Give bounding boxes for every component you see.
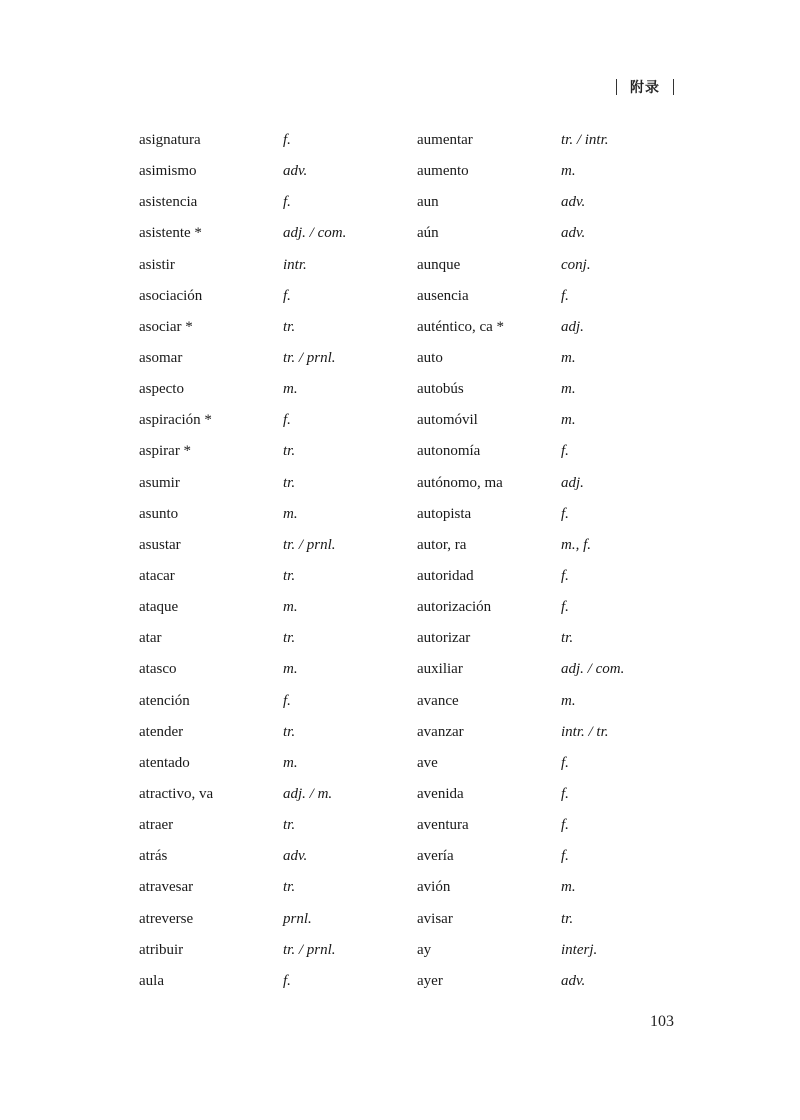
page-number: 103 (650, 1013, 674, 1030)
entry-part-of-speech: tr. (561, 630, 574, 647)
vocabulary-entry (417, 654, 687, 685)
vocabulary-entry (139, 530, 409, 561)
entry-word: aspecto (139, 381, 184, 398)
vocabulary-entry (139, 904, 409, 935)
entry-word: asustar (139, 536, 181, 553)
vocabulary-entry (139, 405, 409, 436)
entry-word: ayer (417, 972, 443, 989)
vocabulary-entry (139, 592, 409, 623)
vocabulary-entry (417, 966, 687, 997)
entry-part-of-speech: f. (283, 412, 291, 429)
entry-word: automóvil (417, 412, 478, 429)
entry-word: aspirar * (139, 443, 192, 460)
vocabulary-entry (417, 623, 687, 654)
entry-word: asociar * (139, 318, 193, 335)
entry-word: asumir (139, 474, 180, 491)
entry-part-of-speech: m. (561, 163, 576, 180)
entry-part-of-speech: tr. / prnl. (283, 349, 336, 366)
vocabulary-entry (139, 312, 409, 343)
vocabulary-entry (417, 717, 687, 748)
vocabulary-entry (139, 841, 409, 872)
entry-word: auxiliar (417, 661, 463, 678)
vocabulary-entry (139, 156, 409, 187)
entry-word: autorizar (417, 630, 471, 647)
entry-part-of-speech: f. (283, 194, 291, 211)
entry-part-of-speech: m. (561, 412, 576, 429)
entry-part-of-speech: tr. / prnl. (283, 536, 336, 553)
entry-part-of-speech: f. (283, 132, 291, 148)
entry-word: avisar (417, 910, 453, 927)
entry-word: aspiración * (139, 412, 212, 429)
entry-word: auténtico, ca * (417, 318, 505, 335)
entry-word: asociación (139, 287, 203, 304)
entry-word: autónomo, ma (417, 474, 503, 491)
entry-part-of-speech: f. (561, 848, 569, 865)
entry-part-of-speech: tr. (283, 817, 296, 834)
section-title: 附录 (630, 80, 660, 96)
vocabulary-entry (139, 218, 409, 249)
entry-word: avenida (417, 785, 464, 802)
entry-word: atraer (139, 817, 174, 834)
entry-part-of-speech: adj. / com. (283, 225, 347, 242)
entry-part-of-speech: tr. (283, 318, 296, 335)
vocabulary-entry (139, 623, 409, 654)
entry-word: atasco (139, 661, 177, 678)
entry-part-of-speech: interj. (561, 941, 598, 958)
entry-part-of-speech: m. (283, 754, 298, 771)
vocabulary-entry (139, 187, 409, 218)
entry-word: atar (139, 630, 162, 647)
entry-part-of-speech: f. (283, 972, 291, 989)
entry-part-of-speech: m. (283, 661, 298, 678)
entry-word: asignatura (139, 132, 201, 148)
entry-part-of-speech: adv. (561, 225, 586, 242)
vocabulary-entry (139, 250, 409, 281)
entry-part-of-speech: m. (561, 381, 576, 398)
entry-word: avería (417, 848, 454, 865)
vocabulary-entry (139, 436, 409, 467)
entry-word: asistencia (139, 194, 198, 211)
entry-word: autonomía (417, 443, 481, 460)
vocabulary-entry (139, 966, 409, 997)
vocabulary-entry (417, 281, 687, 312)
vocabulary-entry (417, 156, 687, 187)
entry-word: atravesar (139, 879, 194, 896)
entry-word: atreverse (139, 910, 194, 927)
entry-word: aún (417, 225, 439, 242)
vocabulary-entry (139, 717, 409, 748)
entry-word: autoridad (417, 567, 474, 584)
vocabulary-entry (417, 592, 687, 623)
vocabulary-entry (417, 686, 687, 717)
vocabulary-entry (417, 841, 687, 872)
entry-part-of-speech: adj. (561, 318, 584, 335)
vocabulary-entry (417, 374, 687, 405)
vocabulary-entry (417, 748, 687, 779)
entry-word: atacar (139, 567, 175, 584)
vocabulary-entry (417, 810, 687, 841)
entry-part-of-speech: f. (283, 287, 291, 304)
entry-word: atractivo, va (139, 785, 214, 802)
entry-part-of-speech: adj. / m. (283, 785, 333, 802)
vocabulary-entry (417, 187, 687, 218)
vocabulary-entry (417, 312, 687, 343)
entry-part-of-speech: m. (561, 692, 576, 709)
entry-part-of-speech: tr. (283, 474, 296, 491)
vocabulary-entry (139, 343, 409, 374)
entry-word: ay (417, 941, 432, 958)
vocabulary-entry (139, 499, 409, 530)
entry-part-of-speech: intr. / tr. (561, 723, 609, 740)
entry-part-of-speech: tr. / prnl. (283, 941, 336, 958)
vocabulary-entry (139, 779, 409, 810)
vocabulary-entry (417, 872, 687, 903)
vocabulary-entry (417, 125, 687, 156)
vocabulary-entry (139, 561, 409, 592)
entry-part-of-speech: m. (561, 349, 576, 366)
entry-part-of-speech: conj. (561, 256, 591, 273)
entry-word: ave (417, 754, 438, 771)
entry-word: atentado (139, 754, 190, 771)
entry-word: aula (139, 972, 164, 989)
entry-part-of-speech: f. (561, 754, 569, 771)
entry-part-of-speech: prnl. (283, 910, 312, 927)
entry-word: asimismo (139, 163, 197, 180)
entry-word: autobús (417, 381, 464, 398)
vocabulary-entry (417, 530, 687, 561)
vocabulary-entry (139, 281, 409, 312)
entry-part-of-speech: tr. (283, 630, 296, 647)
entry-part-of-speech: adj. / com. (561, 661, 625, 678)
entry-word: auto (417, 349, 443, 366)
vocabulary-entry (417, 218, 687, 249)
entry-part-of-speech: f. (561, 785, 569, 802)
entry-part-of-speech: tr. (561, 910, 574, 927)
vocabulary-entry (417, 499, 687, 530)
vocabulary-entry (139, 872, 409, 903)
entry-word: aventura (417, 817, 469, 834)
vocabulary-entry (417, 405, 687, 436)
vocabulary-entry (139, 810, 409, 841)
entry-word: asomar (139, 349, 183, 366)
entry-part-of-speech: tr. / intr. (561, 132, 609, 148)
entry-word: asistir (139, 256, 175, 273)
entry-word: asunto (139, 505, 179, 522)
entry-part-of-speech: adj. (561, 474, 584, 491)
entry-word: aun (417, 194, 439, 211)
entry-part-of-speech: m., f. (561, 536, 591, 553)
vocabulary-entry (139, 935, 409, 966)
vocabulary-entry (139, 654, 409, 685)
vocabulary-entry (139, 468, 409, 499)
entry-part-of-speech: m. (561, 879, 576, 896)
entry-part-of-speech: tr. (283, 879, 296, 896)
entry-word: ausencia (417, 287, 469, 304)
entry-part-of-speech: f. (561, 287, 569, 304)
vocabulary-entry (417, 779, 687, 810)
entry-word: aumentar (417, 132, 473, 148)
entry-part-of-speech: f. (561, 817, 569, 834)
entry-word: autorización (417, 599, 492, 616)
entry-word: autor, ra (417, 536, 467, 553)
entry-word: avance (417, 692, 459, 709)
entry-part-of-speech: adv. (561, 972, 586, 989)
entry-word: ataque (139, 599, 179, 616)
vocabulary-entry (139, 374, 409, 405)
vocabulary-column-left (139, 125, 409, 997)
entry-word: aunque (417, 256, 461, 273)
entry-word: autopista (417, 505, 472, 522)
vocabulary-entry (417, 343, 687, 374)
entry-part-of-speech: m. (283, 505, 298, 522)
entry-part-of-speech: tr. (283, 443, 296, 460)
entry-part-of-speech: f. (561, 599, 569, 616)
entry-part-of-speech: f. (283, 692, 291, 709)
vocabulary-entry (417, 468, 687, 499)
entry-part-of-speech: adv. (283, 848, 308, 865)
running-header (616, 76, 674, 98)
vocabulary-entry (417, 436, 687, 467)
entry-part-of-speech: intr. (283, 256, 307, 273)
vocabulary-entry (417, 561, 687, 592)
vocabulary-entry (139, 125, 409, 156)
entry-part-of-speech: f. (561, 443, 569, 460)
entry-word: avión (417, 879, 451, 896)
entry-part-of-speech: adv. (283, 163, 308, 180)
entry-word: avanzar (417, 723, 464, 740)
entry-part-of-speech: tr. (283, 723, 296, 740)
vocabulary-entry (417, 250, 687, 281)
vocabulary-entry (139, 748, 409, 779)
entry-word: atribuir (139, 941, 184, 958)
header-divider-right (673, 79, 674, 95)
header-divider-left (616, 79, 617, 95)
entry-part-of-speech: m. (283, 599, 298, 616)
entry-part-of-speech: m. (283, 381, 298, 398)
entry-word: aumento (417, 163, 469, 180)
entry-word: atención (139, 692, 190, 709)
entry-word: atrás (139, 848, 168, 865)
vocabulary-entry (417, 935, 687, 966)
entry-word: atender (139, 723, 184, 740)
entry-word: asistente * (139, 225, 202, 242)
vocabulary-entry (417, 904, 687, 935)
entry-part-of-speech: f. (561, 567, 569, 584)
vocabulary-entry (139, 686, 409, 717)
entry-part-of-speech: tr. (283, 567, 296, 584)
entry-part-of-speech: f. (561, 505, 569, 522)
vocabulary-column-right (417, 125, 687, 997)
entry-part-of-speech: adv. (561, 194, 586, 211)
